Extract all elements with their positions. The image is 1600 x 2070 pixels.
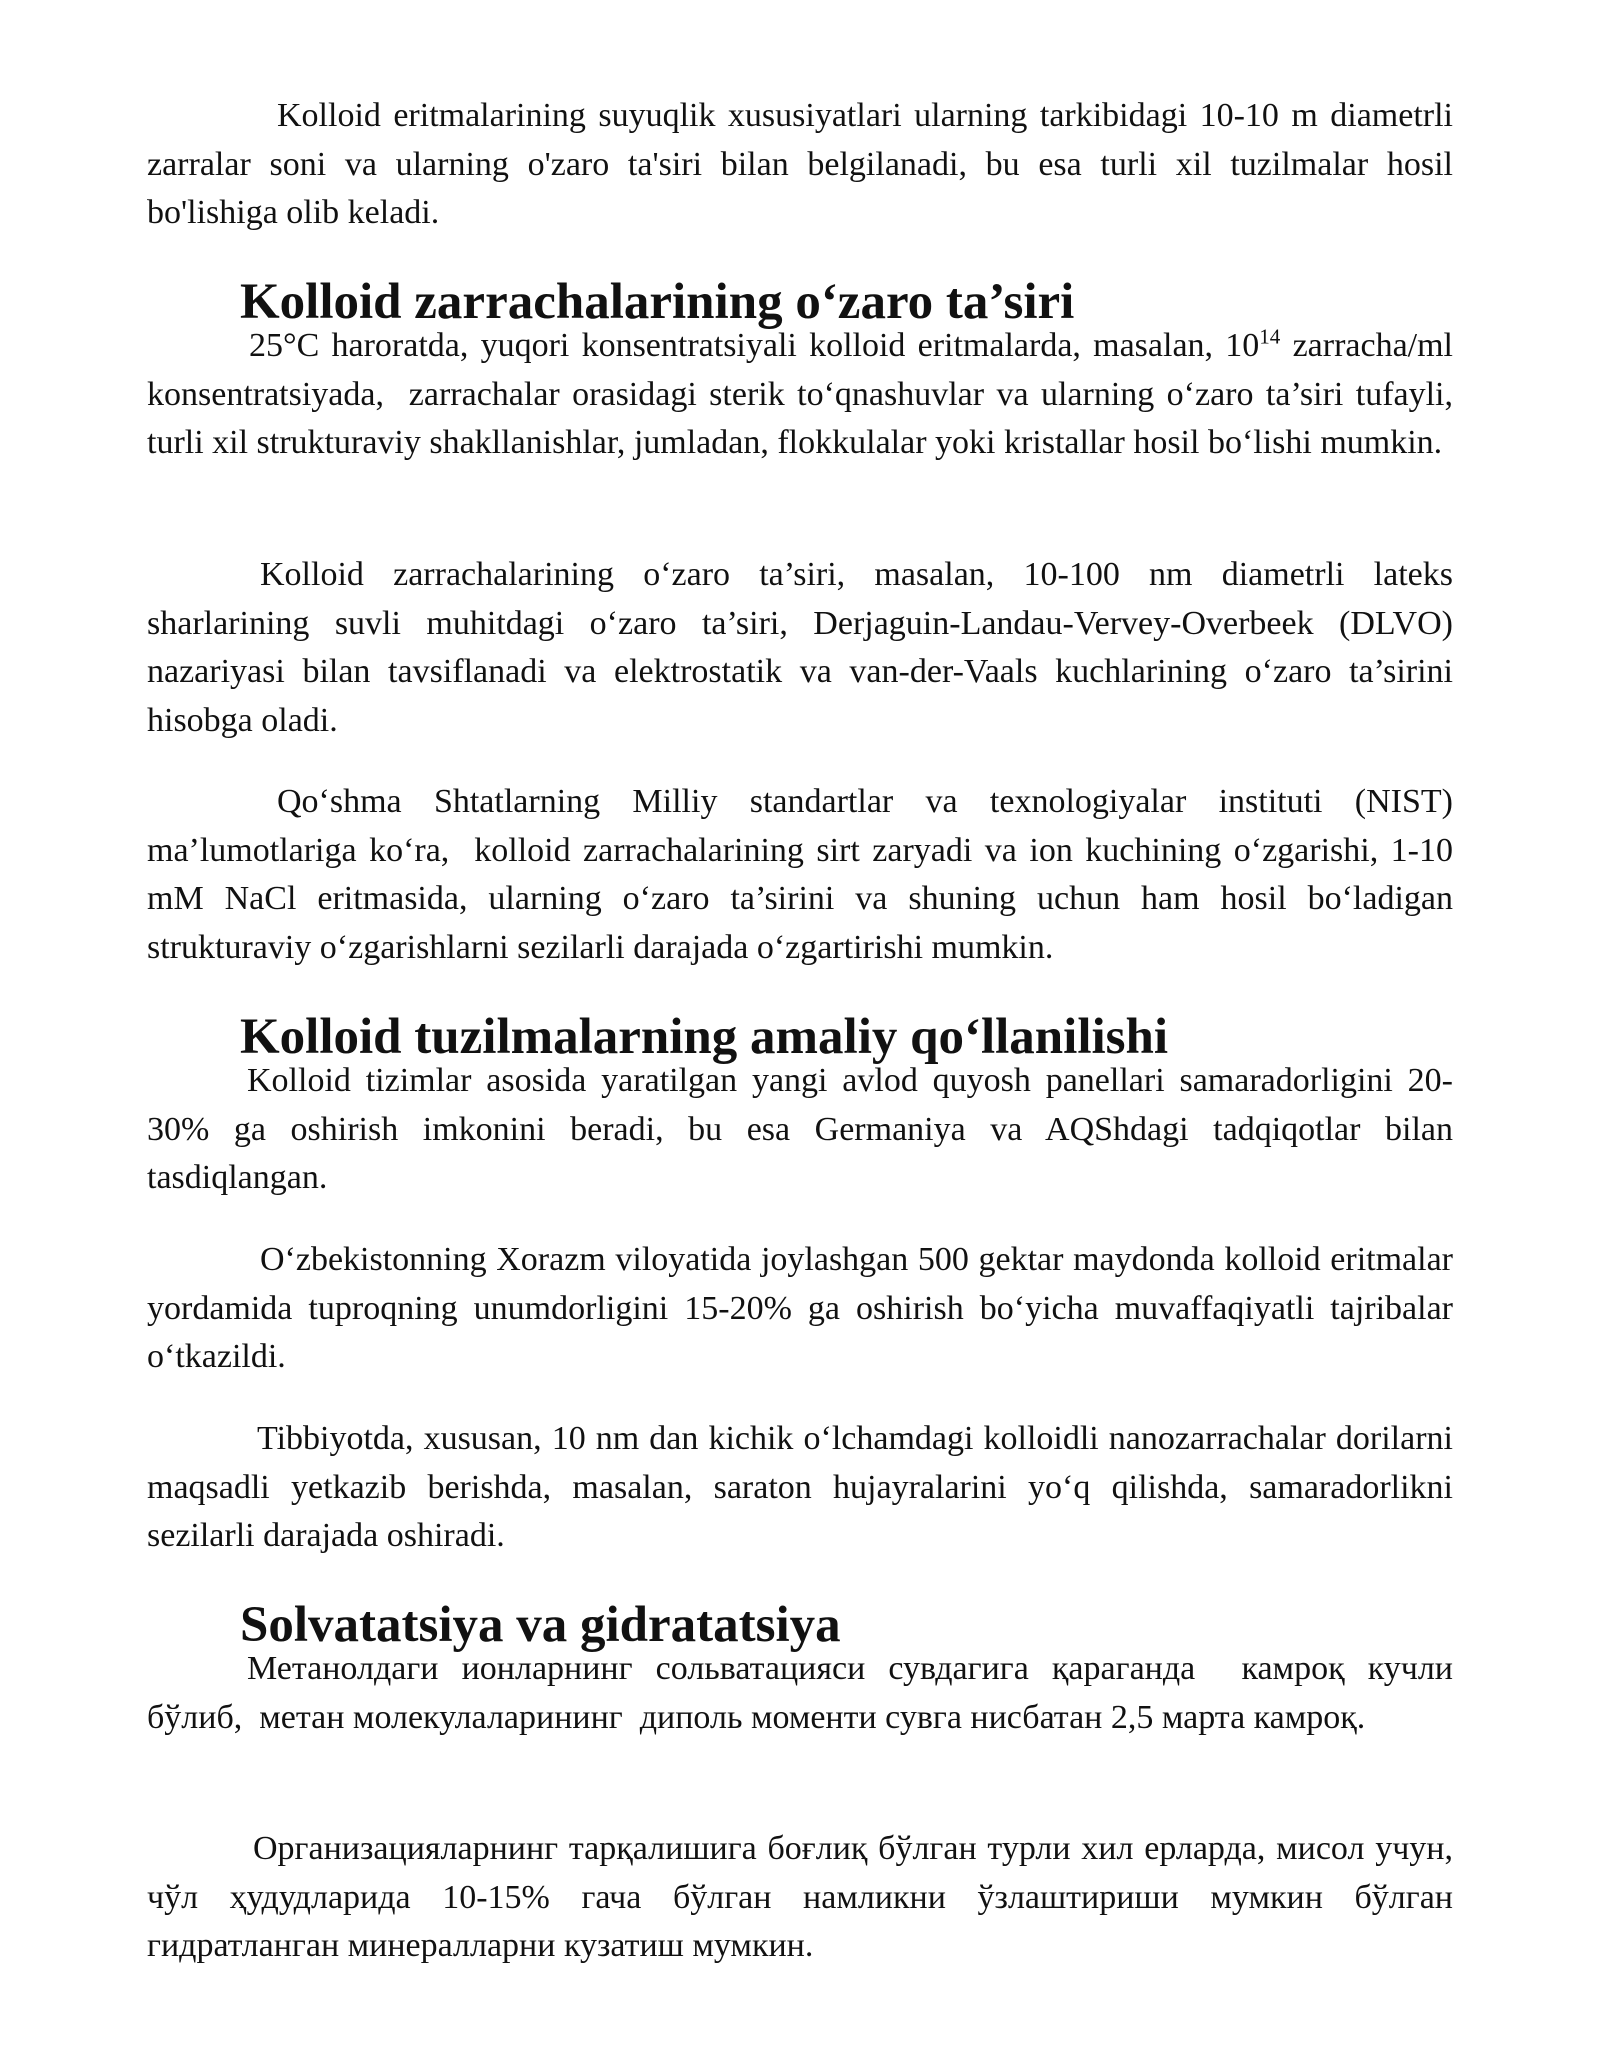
section-heading-particle-interaction: Kolloid zarrachalarining o‘zaro ta’siri <box>240 274 1075 330</box>
paragraph-text: zarracha/ml konsentratsiyada, zarrachalar orasidagi sterik to‘qnashuvlar va ularning o‘zaro ta’siri tufayli, turli xil strukturaviy shakllanishlar, jumladan, flokkulalar yoki kristallar hosil bo‘lishi mumkin. <box>147 327 1470 461</box>
paragraph-colloid-liquid-properties: Kolloid eritmalarining suyuqlik xususiyatlari ularning tarkibidagi 10-10 m diametrli zarralar soni va ularning o'zaro ta'siri bilan belgilanadi, bu esa turli xil tuzilmalar hosil bo'lishiga olib keladi. <box>147 97 1462 231</box>
paragraph-text: 25°C haroratda, yuqori konsentratsiyali kolloid eritmalarda, masalan, 10 <box>249 327 1260 364</box>
paragraph-medicine-nanoparticles: Tibbiyotda, xususan, 10 nm dan kichik o‘lchamdagi kolloidli nanozarrachalar dorilarni maqsadli yetkazib berishda, masalan, saraton hujayralarini yo‘q qilishda, samaradorlikni sezilarli darajada oshiradi. <box>147 1420 1462 1554</box>
superscript-exponent: 14 <box>1259 324 1281 349</box>
paragraph-solar-panels: Kolloid tizimlar asosida yaratilgan yangi avlod quyosh panellari samaradorligini 20-30% ga oshirish imkonini beradi, bu esa Germaniya va AQShdagi tadqiqotlar bilan tasdiqlangan. <box>147 1062 1462 1196</box>
paragraph-hydrated-minerals: Организацияларнинг тарқалишига боғлиқ бўлган турли хил ерларда, мисол учун, чўл ҳудудларида 10-15% гача бўлган намликни ўзлаштириши мумкин бўлган гидратланган минералларни кузатиш мумкин. <box>147 1830 1462 1964</box>
paragraph-methanol-solvation: Метанолдаги ионларнинг сольватацияси сувдагига қараганда камроқ кучли бўлиб, метан молекулаларининг диполь моменти сувга нисбатан 2,5 марта камроқ. <box>147 1650 1462 1736</box>
paragraph-khorezm-soil: O‘zbekistonning Xorazm viloyatida joylashgan 500 gektar maydonda kolloid eritmalar yordamida tuproqning unumdorligini 15-20% ga oshirish bo‘yicha muvaffaqiyatli tajribalar o‘tkazildi. <box>147 1241 1462 1375</box>
paragraph-concentration-structures <box>147 322 1470 468</box>
section-heading-practical-applications: Kolloid tuzilmalarning amaliy qo‘llanilishi <box>240 1009 1169 1065</box>
paragraph-nist-data: Qo‘shma Shtatlarning Milliy standartlar va texnologiyalar instituti (NIST) ma’lumotlariga ko‘ra, kolloid zarrachalarining sirt zaryadi va ion kuchining o‘zgarishi, 1-10 mM NaCl eritmasida, ularning o‘zaro ta’sirini va shuning uchun ham hosil bo‘ladigan strukturaviy o‘zgarishlarni sezilarli darajada o‘zgartirishi mumkin. <box>147 783 1462 966</box>
section-heading-solvation-hydration: Solvatatsiya va gidratatsiya <box>240 1597 841 1653</box>
paragraph-dlvo-theory: Kolloid zarrachalarining o‘zaro ta’siri, masalan, 10-100 nm diametrli lateks sharlarining suvli muhitdagi o‘zaro ta’siri, Derjaguin-Landau-Vervey-Overbeek (DLVO) nazariyasi bilan tavsiflanadi va elektrostatik va van-der-Vaals kuchlarining o‘zaro ta’sirini hisobga oladi. <box>147 556 1462 739</box>
